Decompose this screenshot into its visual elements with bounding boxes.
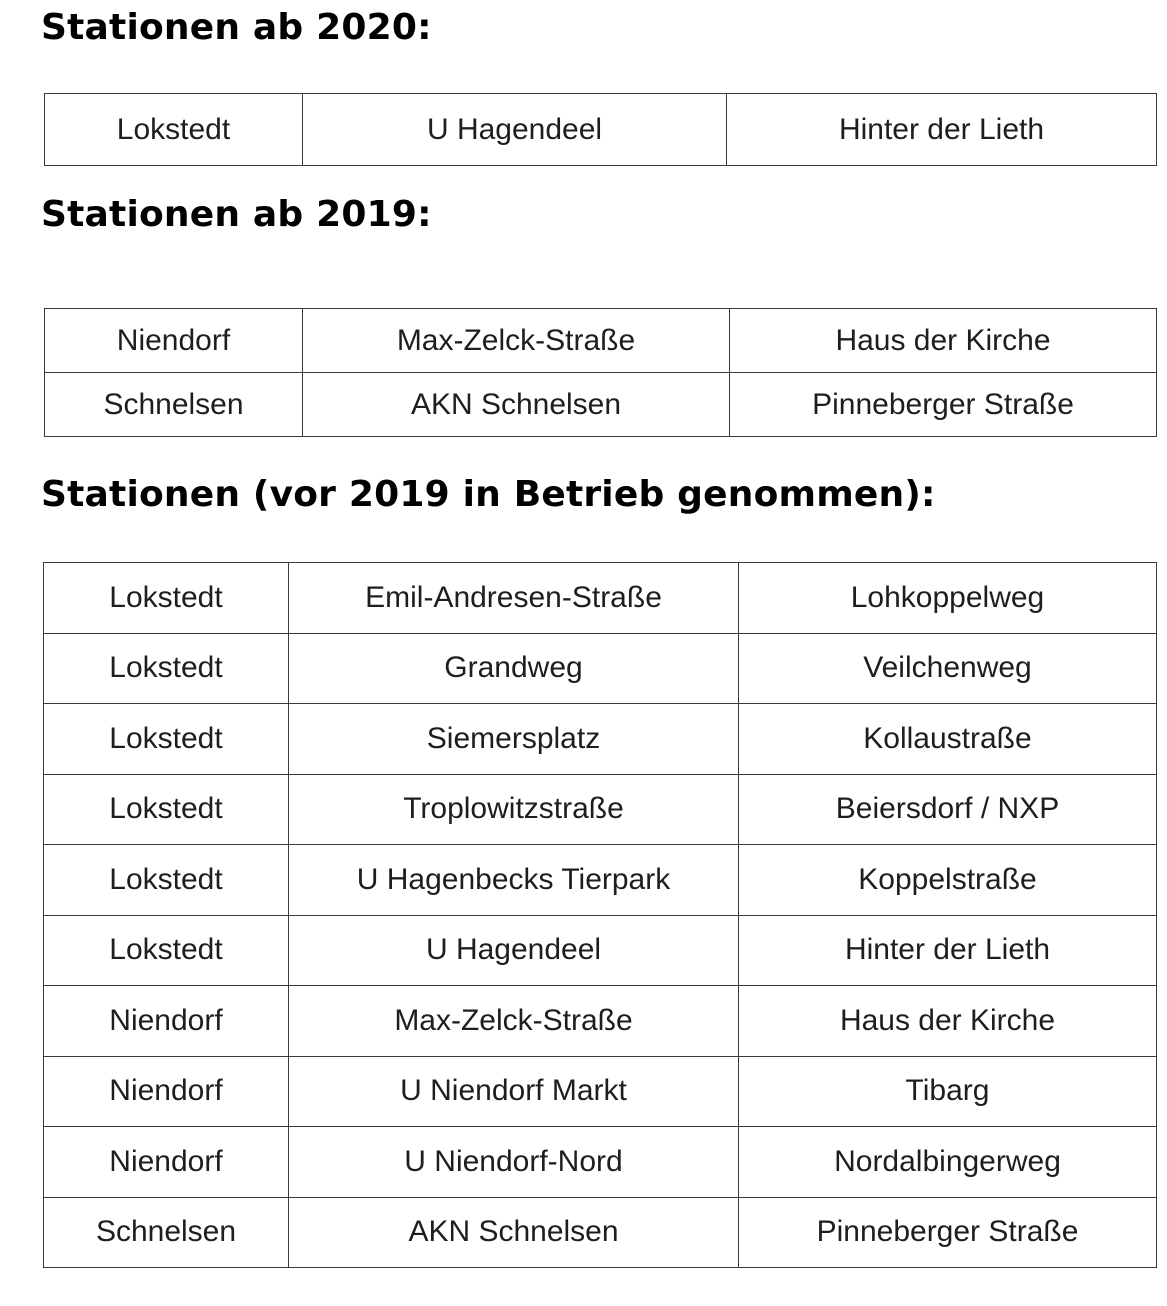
stop-cell: Haus der Kirche xyxy=(730,309,1157,373)
district-cell: Niendorf xyxy=(44,986,289,1057)
stop-cell: Tibarg xyxy=(739,1056,1157,1127)
stop-cell: Lohkoppelweg xyxy=(739,563,1157,634)
section-heading-2019: Stationen ab 2019: xyxy=(41,194,432,235)
table-row xyxy=(44,845,1157,916)
section-heading-2020: Stationen ab 2020: xyxy=(41,7,432,48)
station-cell: AKN Schnelsen xyxy=(289,1197,739,1268)
station-cell: U Niendorf Markt xyxy=(289,1056,739,1127)
table-row xyxy=(45,94,1157,166)
table-row xyxy=(44,915,1157,986)
stop-cell: Pinneberger Straße xyxy=(730,373,1157,437)
district-cell: Lokstedt xyxy=(44,704,289,775)
station-cell: U Hagendeel xyxy=(303,94,727,166)
stations-table-2020 xyxy=(44,93,1157,166)
stop-cell: Pinneberger Straße xyxy=(739,1197,1157,1268)
stations-table-2019 xyxy=(44,308,1157,437)
stations-table-before-2019 xyxy=(43,562,1157,1268)
station-cell: Siemersplatz xyxy=(289,704,739,775)
station-cell: U Niendorf-Nord xyxy=(289,1127,739,1198)
district-cell: Niendorf xyxy=(44,1056,289,1127)
table-row xyxy=(44,986,1157,1057)
station-cell: Emil-Andresen-Straße xyxy=(289,563,739,634)
table-row xyxy=(45,373,1157,437)
stop-cell: Hinter der Lieth xyxy=(727,94,1157,166)
district-cell: Schnelsen xyxy=(44,1197,289,1268)
stop-cell: Koppelstraße xyxy=(739,845,1157,916)
district-cell: Niendorf xyxy=(44,1127,289,1198)
station-cell: AKN Schnelsen xyxy=(303,373,730,437)
district-cell: Niendorf xyxy=(45,309,303,373)
stop-cell: Haus der Kirche xyxy=(739,986,1157,1057)
table-row xyxy=(44,1056,1157,1127)
stop-cell: Hinter der Lieth xyxy=(739,915,1157,986)
stop-cell: Nordalbingerweg xyxy=(739,1127,1157,1198)
section-heading-before-2019: Stationen (vor 2019 in Betrieb genommen): xyxy=(41,474,936,515)
station-cell: Troplowitzstraße xyxy=(289,774,739,845)
stop-cell: Veilchenweg xyxy=(739,633,1157,704)
station-cell: U Hagenbecks Tierpark xyxy=(289,845,739,916)
district-cell: Lokstedt xyxy=(44,915,289,986)
table-row xyxy=(44,563,1157,634)
table-row xyxy=(44,1197,1157,1268)
station-cell: Max-Zelck-Straße xyxy=(289,986,739,1057)
station-cell: Max-Zelck-Straße xyxy=(303,309,730,373)
district-cell: Lokstedt xyxy=(44,774,289,845)
district-cell: Lokstedt xyxy=(45,94,303,166)
table-row xyxy=(44,774,1157,845)
table-row xyxy=(44,633,1157,704)
district-cell: Lokstedt xyxy=(44,563,289,634)
district-cell: Lokstedt xyxy=(44,845,289,916)
district-cell: Lokstedt xyxy=(44,633,289,704)
table-row xyxy=(44,1127,1157,1198)
table-row xyxy=(44,704,1157,775)
district-cell: Schnelsen xyxy=(45,373,303,437)
stop-cell: Beiersdorf / NXP xyxy=(739,774,1157,845)
table-row xyxy=(45,309,1157,373)
station-cell: Grandweg xyxy=(289,633,739,704)
stop-cell: Kollaustraße xyxy=(739,704,1157,775)
station-cell: U Hagendeel xyxy=(289,915,739,986)
